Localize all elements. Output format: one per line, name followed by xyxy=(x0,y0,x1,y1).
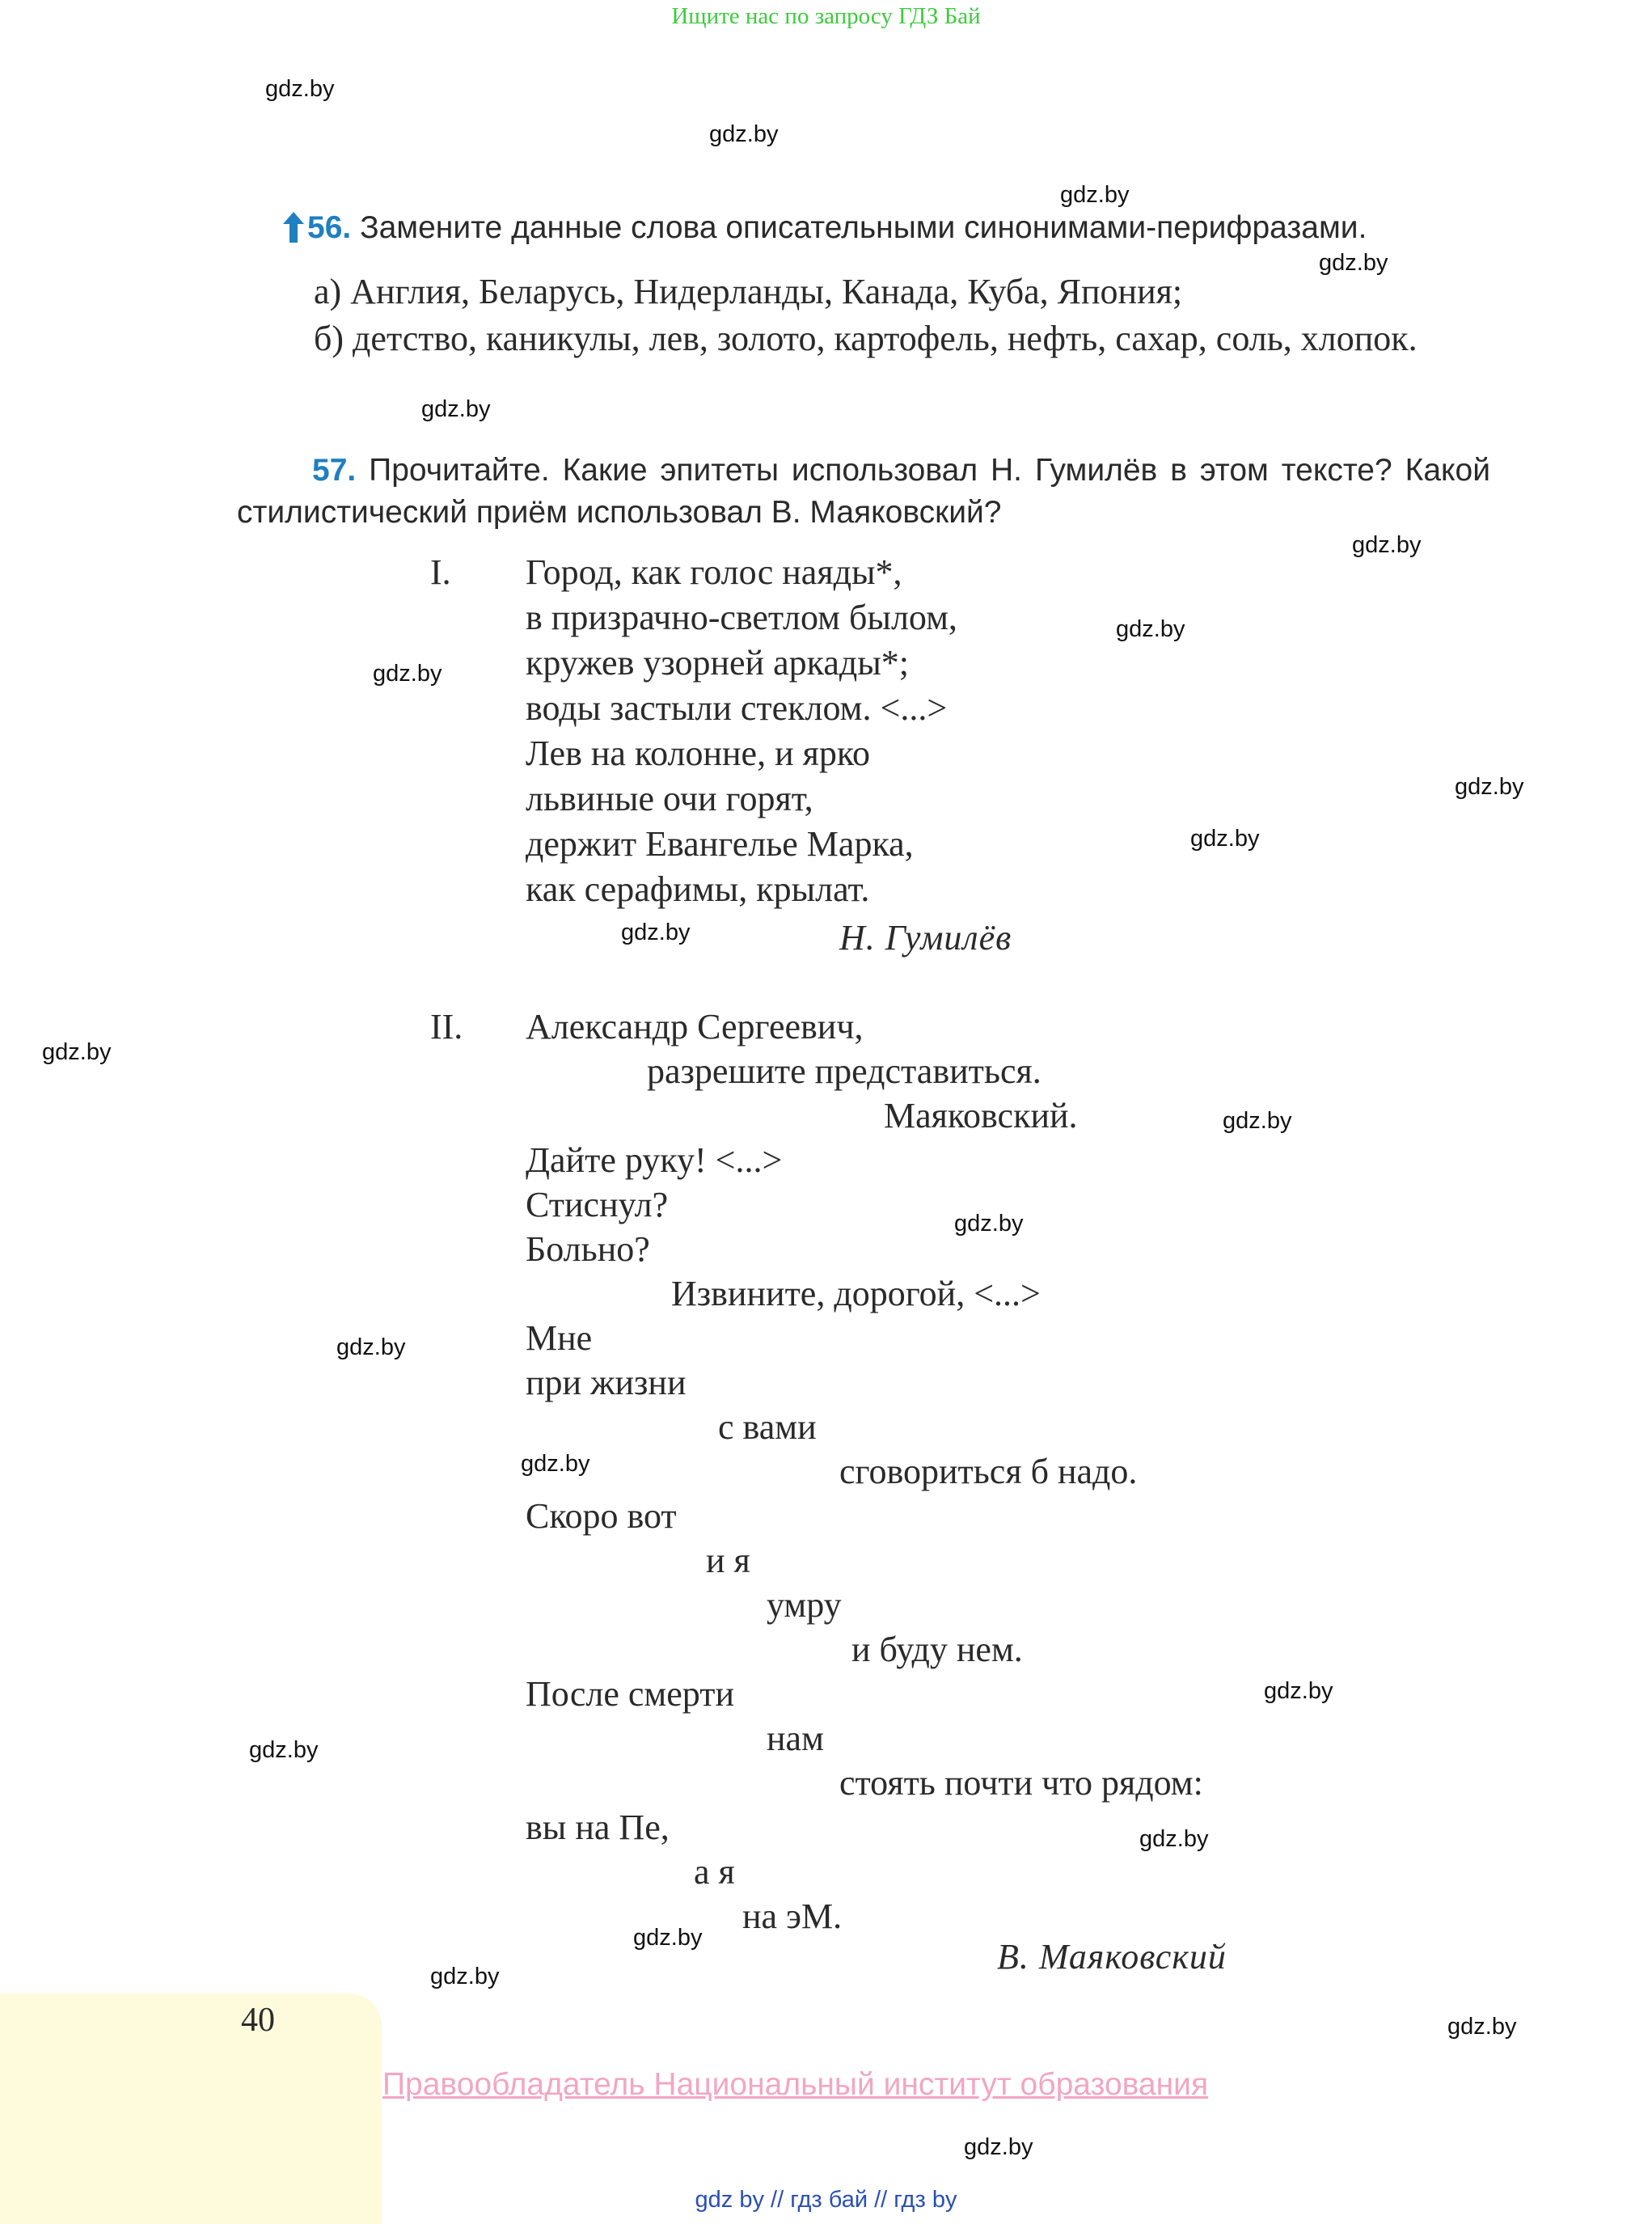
poem-line: с вами xyxy=(718,1407,817,1447)
page-number: 40 xyxy=(241,2002,275,2039)
poem-line: кружев узорней аркады*; xyxy=(526,643,910,683)
watermark: gdz.by xyxy=(709,121,779,147)
watermark: gdz.by xyxy=(621,920,691,945)
poem-1-roman-numeral: I. xyxy=(430,552,451,592)
poem-line: сговориться б надо. xyxy=(839,1452,1138,1491)
poem-line: а я xyxy=(694,1852,735,1892)
arrow-up-icon xyxy=(283,212,304,243)
task-56-heading xyxy=(283,207,1496,249)
poem-line: держит Евангелье Марка, xyxy=(526,824,914,864)
poem-line: Мне xyxy=(526,1318,593,1358)
rights-holder-link[interactable]: Правообладатель Национальный институт образования xyxy=(382,2067,1209,2102)
watermark: gdz.by xyxy=(1116,616,1185,642)
watermark: gdz.by xyxy=(421,396,491,422)
watermark: gdz.by xyxy=(249,1737,319,1763)
watermark: gdz.by xyxy=(954,1211,1024,1237)
poem-line: вы на Пе, xyxy=(526,1808,670,1847)
poem-line: Стиснул? xyxy=(526,1185,669,1224)
watermark: gdz.by xyxy=(1060,182,1130,208)
task-instruction: Замените данные слова описательными синонимами-перифразами. xyxy=(360,210,1367,245)
poem-line: как серафимы, крылат. xyxy=(526,869,870,909)
watermark: gdz.by xyxy=(1319,250,1388,276)
watermark: gdz.by xyxy=(521,1451,590,1477)
watermark: gdz.by xyxy=(1139,1826,1209,1852)
watermark: gdz.by xyxy=(1223,1108,1292,1134)
poem-line: стоять почти что рядом: xyxy=(839,1763,1203,1803)
task-56-line-a: а) Англия, Беларусь, Нидерланды, Канада, Куба, Япония; xyxy=(314,272,1183,311)
task-number: 57. xyxy=(312,453,357,488)
watermark: gdz.by xyxy=(1455,774,1524,800)
task-instruction: Прочитайте. Какие эпитеты использовал Н. Гумилёв в этом тексте? Какой стилистический приём использовал В. Маяковский? xyxy=(237,453,1490,530)
watermark: gdz.by xyxy=(964,2134,1033,2160)
watermark: gdz.by xyxy=(336,1334,406,1360)
watermark: gdz.by xyxy=(1352,532,1422,558)
watermark: gdz.by xyxy=(373,661,442,687)
watermark: gdz.by xyxy=(42,1039,112,1065)
poem-1-author: Н. Гумилёв xyxy=(839,918,1012,958)
task-56-line-b: б) детство, каникулы, лев, золото, картофель, нефть, сахар, соль, хлопок. xyxy=(314,319,1418,358)
poem-2-author: В. Маяковский xyxy=(997,1937,1227,1977)
poem-line: Александр Сергеевич, xyxy=(526,1007,864,1046)
poem-2-roman-numeral: II. xyxy=(430,1007,463,1046)
poem-line: Извините, дорогой, <...> xyxy=(671,1274,1041,1313)
poem-line: разрешите представиться. xyxy=(647,1051,1041,1091)
poem-line: воды застыли стеклом. <...> xyxy=(526,688,948,728)
poem-line: Маяковский. xyxy=(884,1096,1078,1135)
poem-line: Дайте руку! <...> xyxy=(526,1140,783,1180)
poem-line: львиные очи горят, xyxy=(526,779,813,818)
poem-line: и я xyxy=(706,1541,750,1580)
watermark: gdz.by xyxy=(633,1925,703,1951)
poem-line: Скоро вот xyxy=(526,1496,677,1536)
poem-line: и буду нем. xyxy=(851,1630,1023,1669)
watermark: gdz.by xyxy=(265,76,335,102)
watermark: gdz.by xyxy=(1447,2014,1517,2040)
poem-line: в призрачно-светлом былом, xyxy=(526,598,957,637)
watermark: gdz.by xyxy=(1190,826,1260,852)
poem-line: при жизни xyxy=(526,1363,687,1402)
task-number: 56. xyxy=(307,210,352,245)
poem-line: умру xyxy=(767,1585,842,1625)
task-57-heading xyxy=(237,450,1490,534)
poem-line: После смерти xyxy=(526,1674,734,1714)
watermark: gdz.by xyxy=(430,1964,500,1989)
poem-line: Больно? xyxy=(526,1229,650,1269)
poem-line: Лев на колонне, и ярко xyxy=(526,734,870,773)
footer-links[interactable]: gdz by // гдз бай // гдз by xyxy=(695,2187,957,2213)
watermark: gdz.by xyxy=(1264,1678,1333,1704)
poem-line: Город, как голос наяды*, xyxy=(526,552,902,592)
poem-line: на эМ. xyxy=(742,1896,843,1936)
poem-line: нам xyxy=(767,1719,824,1758)
top-banner: Ищите нас по запросу ГДЗ Бай xyxy=(671,3,981,29)
